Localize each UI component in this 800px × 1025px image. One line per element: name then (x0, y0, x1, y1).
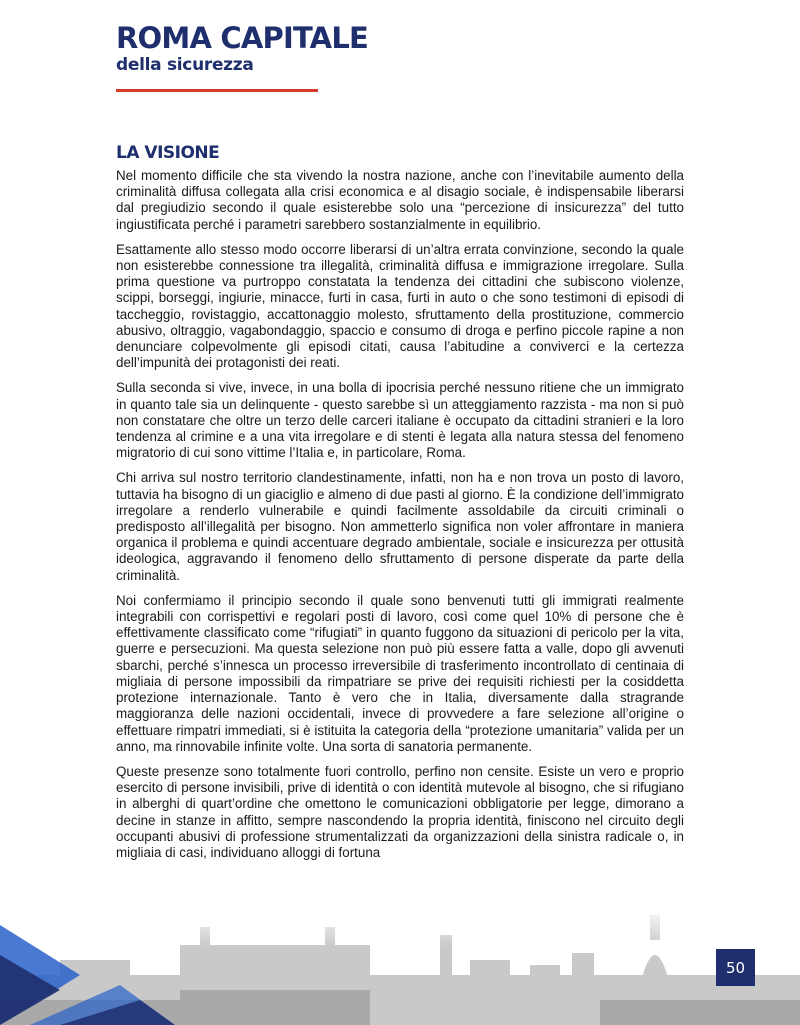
paragraph: Noi confermiamo il principio secondo il quale sono benvenuti tutti gli immigrati realmente integrabili con corrispettivi e regolari posti di lavoro, così come quel 10% di persone che è effettivamente classificato come “rifugiati” in quanto fuggono da situazioni di pericolo per la vita, guerre e persecuzioni. Ma questa selezione non può più essere fatta a valle, dopo gli avvenuti sbarchi, perché s’innesca un processo irreversibile di trasferimento incontrollato di centinaia di migliaia di persone impossibili da rimpatriare se prive dei requisiti richiesti per la cosiddetta protezione internazionale. Tanto è vero che in Italia, diversamente dalla stragrande maggioranza delle nazioni occidentali, invece di provvedere a fare selezione all’origine o effettuare rimpatri immediati, si è istituita la categoria della “protezione umanitaria” valida per un anno, ma rinnovabile infinite volte. Una sorta di sanatoria permanente. (116, 592, 684, 754)
page-header (116, 22, 368, 75)
paragraph: Queste presenze sono totalmente fuori controllo, perfino non censite. Esiste un vero e proprio esercito di persone invisibili, prive di identità o con identità mutevole al bisogno, che si rifugiano in alberghi di quart’ordine che omettono le comunicazioni obbligatorie per legge, dimorano a decine in stanze in affitto, sempre nascondendo la propria identità, finiscono nel circuito degli occupanti abusivi di professione strumentalizzati da organizzazioni della sinistra radicale o, in migliaia di casi, individuano alloggi di fortuna (116, 763, 684, 860)
paragraph: Sulla seconda si vive, invece, in una bolla di ipocrisia perché nessuno ritiene che un immigrato in quanto tale sia un delinquente - questo sarebbe sì un atteggiamento razzista - ma non si può non constatare che oltre un terzo delle carceri italiane è occupato da cittadini stranieri e la loro tendenza al crimine e a una vita irregolare e di stenti è legata alla natura stessa del fenomeno migratorio di cui sono vittime l’Italia e, in particolare, Roma. (116, 380, 684, 461)
paragraph: Esattamente allo stesso modo occorre liberarsi di un’altra errata convinzione, secondo la quale non esisterebbe connessione tra illegalità, criminalità diffusa e immigrazione irregolare. Sulla prima questione va purtroppo constatata la tendenza dei cittadini che subiscono violenze, scippi, borseggi, ingiurie, minacce, furti in casa, furti in auto o che sono testimoni di episodi di taccheggio, rovistaggio, accattonaggio molesto, sfruttamento della prostituzione, commercio abusivo, oltraggio, vagabondaggio, spaccio e consumo di droga e perfino piccole rapine a non denunciare colpevolmente gli episodi citati, causa l’abitudine a conviverci e la certezza dell’impunità dei protagonisti dei reati. (116, 241, 684, 371)
paragraph: Chi arriva sul nostro territorio clandestinamente, infatti, non ha e non trova un posto di lavoro, tuttavia ha bisogno di un giaciglio e almeno di due pasti al giorno. È la condizione dell’immigrato irregolare a renderlo vulnerabile e quindi facilmente assoldabile da circuiti criminali o predisposto all’illegalità per bisogno. Non ammetterlo significa non voler affrontare in maniera organica il problema e quindi accentuare degrado ambientale, sociale e insicurezza per ottusità ideologica, aggravando il fenomeno dello sfruttamento di persone disperate da parte della criminalità. (116, 470, 684, 583)
title-underline (116, 89, 318, 92)
paragraph: Nel momento difficile che sta vivendo la nostra nazione, anche con l’inevitabile aumento della criminalità diffusa collegata alla crisi economica e al disagio sociale, è indispensabile liberarsi dal pregiudizio secondo il quale esisterebbe solo una “percezione di insicurezza” del tutto ingiustificata perché i parametri sarebbero sostanzialmente in equilibrio. (116, 168, 684, 232)
section-heading: LA VISIONE (116, 143, 220, 163)
document-subtitle: della sicurezza (116, 55, 254, 75)
page-number-badge: 50 (716, 949, 755, 986)
document-title: ROMA CAPITALE (116, 21, 369, 55)
rome-skyline-illustration (0, 905, 800, 1025)
body-text (116, 168, 684, 870)
